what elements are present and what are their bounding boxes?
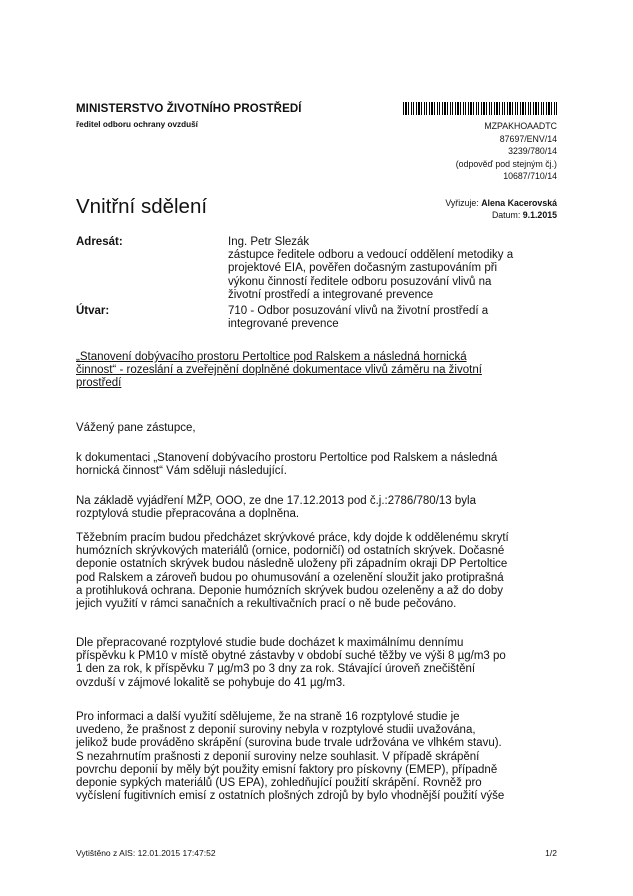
footer-page-number: 1/2 — [545, 848, 557, 858]
paragraph-line: rozptylová studie přepracována a doplněna. — [76, 508, 300, 521]
recipient-line: projektové EIA, pověřen dočasným zastupováním při — [228, 262, 498, 275]
recipient-line: výkonu činností ředitele odboru posuzování vlivů na — [228, 275, 492, 288]
recipient-line: Ing. Petr Slezák — [228, 236, 310, 248]
unit-block — [228, 305, 548, 331]
paragraph-line: pod Ralskem a zároveň budou po ohumusování a ozelenění sloužit jako protiprašná — [76, 571, 504, 584]
paragraph-line: příspěvku k PM10 v místě obytné zástavby v období suché těžby ve výši 8 µg/m3 po — [76, 650, 506, 663]
paragraph-line: ovzduší v zájmové lokalitě se pohybuje do 41 µg/m3. — [76, 676, 346, 689]
paragraph-information — [76, 711, 558, 803]
subject-line: činnost“ - rozeslání a zveřejnění doplněné dokumentace vlivů záměru na životní — [76, 364, 482, 377]
paragraph-line: k dokumentaci „Stanovení dobývacího prostoru Pertoltice pod Ralskem a následná — [76, 452, 498, 464]
barcode-icon — [403, 102, 557, 115]
paragraph-statement — [76, 495, 558, 521]
ref-env: 87697/ENV/14 — [499, 133, 557, 144]
recipient-line: životní prostředí a integrované prevence — [228, 288, 434, 301]
paragraph-line: deponie ostatních skrývek budou následně uloženy při západním okraji DP Pertoltice — [76, 558, 508, 571]
paragraph-mining-works — [76, 532, 558, 611]
paragraph-line: deponie sypkých materiálů (US EPA), zohledňující použití skrápění. Rovněž pro — [76, 777, 482, 790]
paragraph-line: hornická činnost“ Vám sděluji následující. — [76, 465, 287, 478]
recipient-block — [228, 236, 548, 302]
ref-number: 3239/780/14 — [508, 146, 557, 157]
ref-code: MZPAKHOAADTC — [484, 121, 557, 131]
ref-reply: 10687/710/14 — [503, 171, 557, 182]
unit-label: Útvar: — [76, 305, 110, 317]
paragraph-line: Těžebním pracím budou předcházet skrývkové práce, kdy dojde k oddělenému skrytí — [76, 532, 509, 544]
paragraph-line: a protihluková ochrana. Deponie humózních skrývek budou ozeleněny a až do doby — [76, 584, 504, 597]
date-label: Datum: — [491, 209, 521, 220]
paragraph-line: povrchu deponií by měly být použity emisní faktory pro pískovny (EMEP), případně — [76, 763, 498, 776]
subject — [76, 351, 546, 391]
department-name: ředitel odboru ochrany ovzduší — [76, 120, 198, 129]
paragraph-line: vyčíslení fugitivních emisí z ostatních plošných zdrojů by bylo vhodnější použití výše — [76, 790, 505, 803]
unit-line: 710 - Odbor posuzování vlivů na životní prostředí a — [228, 305, 489, 317]
recipient-line: zástupce ředitele odboru a vedoucí oddělení metodiky a — [228, 249, 514, 262]
paragraph-line: S nezahrnutím prašnosti z deponií suroviny nelze souhlasit. V případě skrápění — [76, 750, 480, 763]
paragraph-line: humózních skrývkových materiálů (ornice, podorničí) od ostatních skrývek. Dočasné — [76, 545, 505, 558]
handler-name: Alena Kacerovská — [481, 198, 557, 208]
page-title: Vnitřní sdělení — [76, 195, 208, 218]
unit-line: integrované prevence — [228, 318, 339, 331]
ministry-name: MINISTERSTVO ŽIVOTNÍHO PROSTŘEDÍ — [76, 103, 302, 115]
paragraph-line: jejich využití v rámci sanačních a rekultivačních prací o ně bude pečováno. — [76, 598, 457, 611]
ref-note: (odpověď pod stejným čj.) — [455, 158, 557, 169]
date-value: 9.1.2015 — [522, 209, 557, 220]
footer-printed: Vytištěno z AIS: 12.01.2015 17:47:52 — [76, 848, 216, 858]
subject-line: „Stanovení dobývacího prostoru Pertoltice pod Ralskem a následná hornická — [76, 351, 467, 363]
paragraph-line: 1 den za rok, k příspěvku 7 µg/m3 po 3 dny za rok. Stávající úroveň znečištění — [76, 663, 476, 676]
subject-line: prostředí — [76, 377, 122, 390]
reference-numbers — [456, 120, 557, 183]
paragraph-line: Dle přepracované rozptylové studie bude docházet k maximálnímu dennímu — [76, 637, 464, 649]
paragraph-dispersion-study — [76, 637, 558, 690]
paragraph-line: Pro informaci a další využití sdělujeme, že na straně 16 rozptylové studie je — [76, 711, 460, 723]
greeting: Vážený pane zástupce, — [76, 422, 196, 434]
paragraph-line: uvedeno, že prašnost z deponií suroviny nebyla v rozptylové studii uvažována, — [76, 724, 476, 737]
recipient-label: Adresát: — [76, 236, 123, 248]
handler-label: Vyřizuje: — [445, 198, 479, 208]
paragraph-documentation — [76, 452, 558, 478]
handler-block — [445, 198, 557, 222]
paragraph-line: Na základě vyjádření MŽP, OOO, ze dne 17.12.2013 pod č.j.:2786/780/13 byla — [76, 495, 476, 507]
paragraph-line: jelikož bude prováděno skrápění (surovina bude trvale udržována ve vlhkém stavu). — [76, 737, 502, 750]
